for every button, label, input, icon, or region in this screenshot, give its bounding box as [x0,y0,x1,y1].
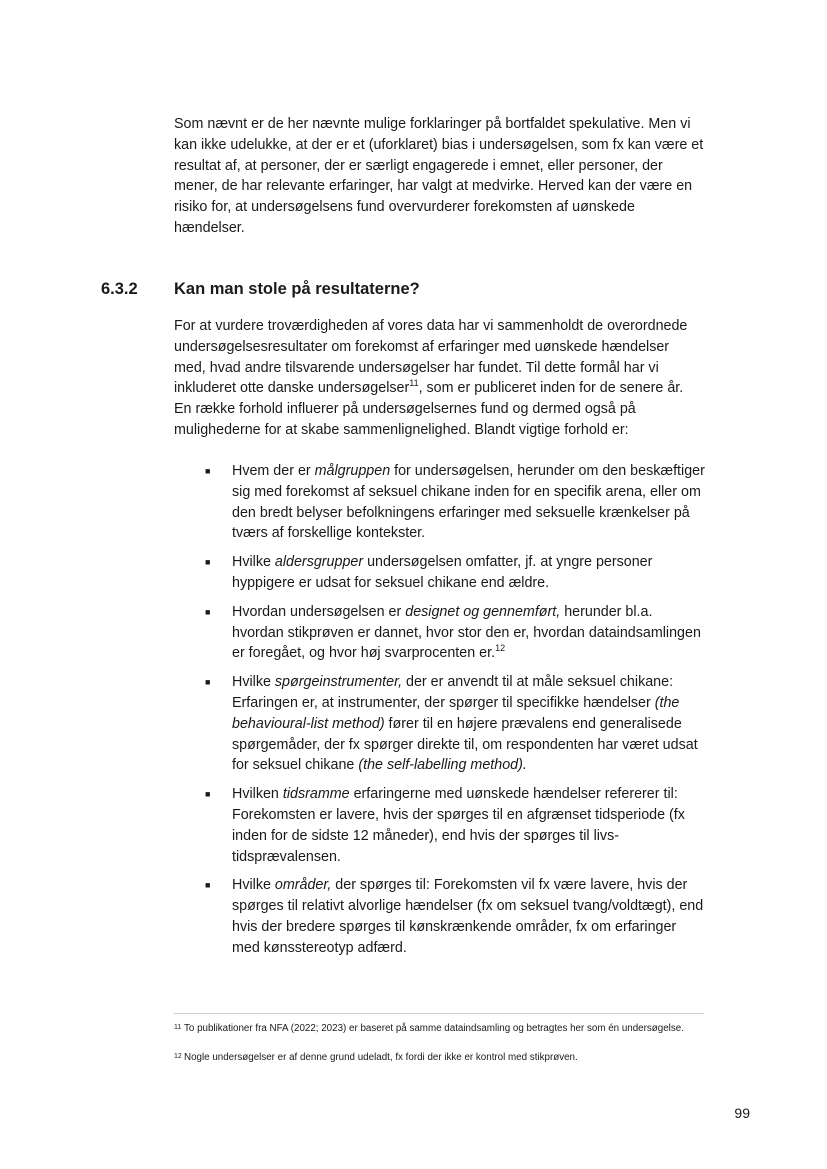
page-number: 99 [734,1105,750,1121]
bullet-square-icon: ■ [205,677,211,688]
footnote-ref: 11 [409,378,419,389]
item-text: Hvilke [232,877,275,894]
list-item [205,602,705,664]
section-paragraph [174,316,704,441]
item-text: der spørges til: Forekomsten vil fx være lavere, hvis der spørges til relativt alvorlige hændelser (fx om seksuel tvang/voldtægt), end hvis der bredere spørges til kønskrænkende områder, fx om erfaringer med kønsstereotyp adfærd. [232,877,704,956]
bullet-square-icon: ■ [205,789,211,800]
item-text: Hvilke [232,674,275,691]
item-emphasis: (the self-labelling method). [358,757,527,774]
item-emphasis: målgruppen [314,463,391,479]
item-emphasis: spørgeinstrumenter, [274,674,403,691]
footnote-divider [174,1013,704,1014]
list-item [205,552,705,594]
footnote [174,1051,704,1065]
item-text: der er anvendt til at måle seksuel chikane: Erfaringen er, at instrumenter, der spørger til specifikke hændelser [232,674,674,711]
bullet-square-icon: ■ [205,466,211,476]
item-text: fører til en højere prævalens end generalisede spørgemåder, der fx spørger direkte til, om respondenten har været udsat for seksuel chikane [232,715,698,774]
item-text: erfaringerne med uønskede hændelser refererer til: Forekomsten er lavere, hvis der spørges til en afgrænset tidsperiode (fx inden for de sidste 12 måneder), end hvis der spørges til livstidsprævalensen. [232,786,685,865]
section-number: 6.3.2 [101,280,138,298]
paragraph-text-part1: For at vurdere troværdigheden af vores data har vi sammenholdt de overordnede undersøgelsesresultater om forekomst af erfaringer med uønskede hændelser med, hvad andre tilsvarende undersøgelser har fundet. Til dette formål har vi inkluderet otte danske undersøgelser [174,318,688,397]
footnote [174,1022,704,1036]
intro-paragraph: Som nævnt er de her nævnte mulige forklaringer på bortfaldet spekulative. Men vi kan ikke udelukke, at der er et (uforklaret) bias i undersøgelsen, som fx kan være et resultat af, at personer, der er særligt engagerede i emnet, eller personer, der mener, de har relevante erfaringer, har valgt at medvirke. Herved kan der være en risiko for, at undersøgelsens fund overvurderer forekomsten af uønskede hændelser. [174,116,704,236]
list-item [205,875,705,958]
item-emphasis: områder, [274,877,332,894]
item-text: for undersøgelsen, herunder om den beskæftiger sig med forekomst af seksuel chikane inden for en specifik arena, eller om den bredt belyser befolkningens erfaringer med seksuelle krænkelser på tværs af forskellige kontekster. [232,463,705,542]
bullet-square-icon: ■ [205,557,211,568]
bullet-square-icon: ■ [205,606,211,617]
list-item [205,672,705,776]
list-item [205,461,705,544]
section-title: Kan man stole på resultaterne? [174,280,420,298]
paragraph-text-part2: , som er publiceret inden for de senere år. En række forhold influerer på undersøgelsernes fund og dermed også på mulighederne for at skabe sammenlignelighed. Blandt vigtige forhold er: [174,380,684,438]
item-emphasis: (the behavioural-list method) [232,694,680,732]
footnote-number: 12 [174,1053,182,1060]
list-item [205,784,705,867]
item-text: herunder bl.a. hvordan stikprøven er dannet, hvor stor den er, hvordan dataindsamlingen er foregået, og hvor høj svarprocenten er. [232,603,701,662]
item-text: undersøgelsen omfatter, jf. at yngre personer hyppigere er udsat for seksuel chikane end ældre. [232,554,653,591]
item-emphasis: tidsramme [282,786,350,803]
footnote-text: To publikationer fra NFA (2022; 2023) er baseret på samme dataindsamling og betragtes her som én undersøgelse. [184,1023,684,1034]
item-emphasis: aldersgrupper [274,554,364,571]
footnote-text: Nogle undersøgelser er af denne grund udeladt, fx fordi der ikke er kontrol med stikprøven. [184,1052,578,1063]
item-text: Hvilken [232,786,283,803]
item-text: Hvordan undersøgelsen er [232,603,406,620]
bullet-square-icon: ■ [205,880,211,891]
item-text: Hvilke [232,554,275,571]
item-text: Hvem der er [232,463,315,479]
footnote-number: 11 [174,1024,182,1031]
item-emphasis: designet og gennemført, [405,603,561,620]
bullet-list [205,461,705,967]
footnote-ref: 12 [495,643,506,654]
